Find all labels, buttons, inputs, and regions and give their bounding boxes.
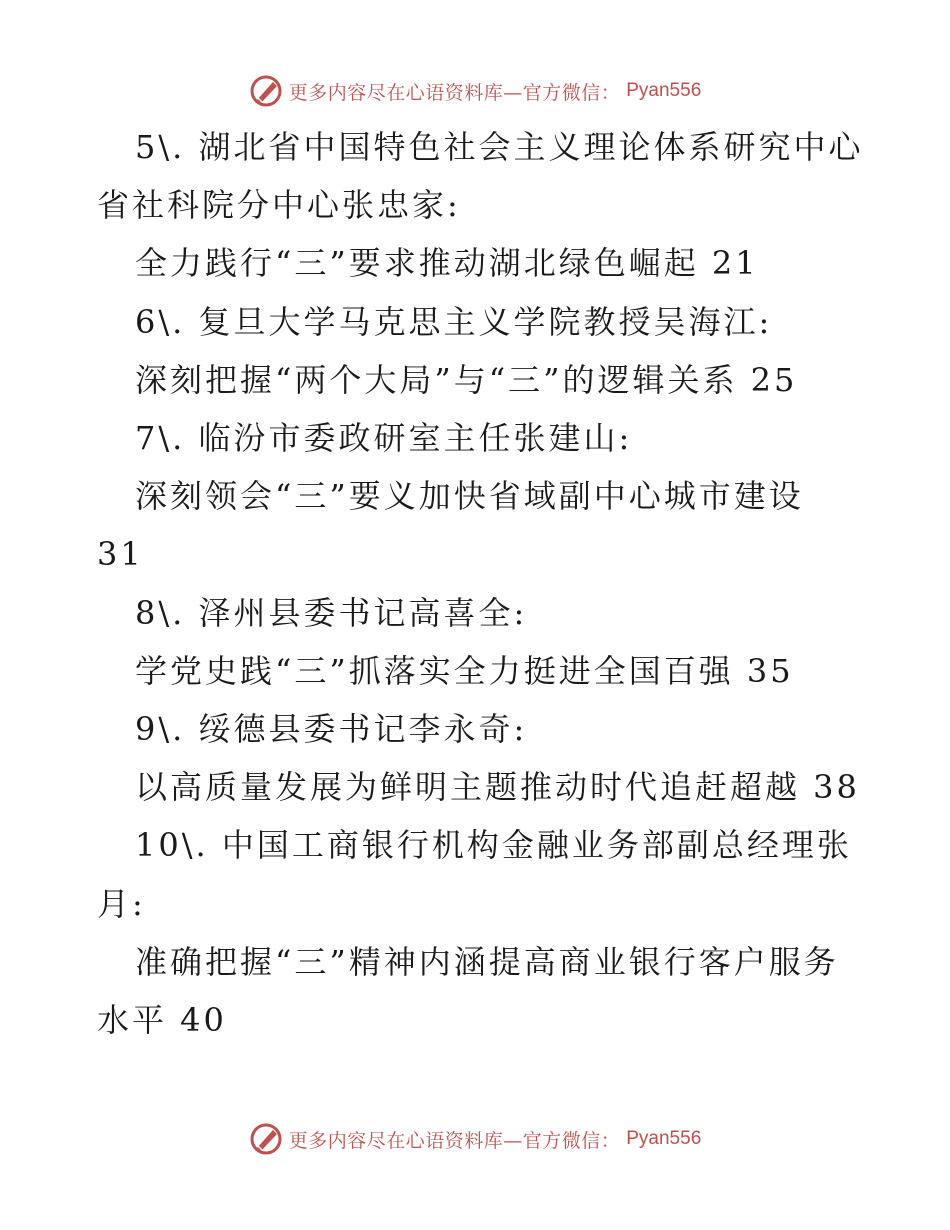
toc-line-3: 全力践行“三”要求推动湖北绿色崛起 21	[135, 244, 759, 282]
toc-line-4: 6\. 复旦大学马克思主义学院教授吴海江:	[135, 303, 773, 341]
pen-logo-icon	[249, 74, 283, 108]
toc-line-16: 水平 40	[97, 1001, 227, 1039]
toc-line-1: 5\. 湖北省中国特色社会主义理论体系研究中心	[135, 128, 864, 166]
toc-line-14: 月:	[97, 885, 146, 923]
toc-line-8: 31	[97, 535, 144, 573]
footer-banner-wechat-id: Pyan556	[626, 1128, 702, 1149]
toc-line-9: 8\. 泽州县委书记高喜全:	[135, 594, 528, 632]
header-banner-wechat-id: Pyan556	[626, 80, 702, 101]
header-banner	[0, 74, 950, 108]
toc-line-15: 准确把握“三”精神内涵提高商业银行客户服务	[135, 943, 839, 981]
toc-line-5: 深刻把握“两个大局”与“三”的逻辑关系 25	[135, 361, 798, 399]
toc-line-2: 省社科院分中心张忠家:	[97, 186, 461, 224]
header-banner-text: 更多内容尽在心语资料库—官方微信：	[288, 81, 621, 104]
toc-line-6: 7\. 临汾市委政研室主任张建山:	[135, 419, 633, 457]
footer-banner	[0, 1122, 950, 1156]
footer-banner-text: 更多内容尽在心语资料库—官方微信：	[288, 1129, 621, 1152]
toc-line-10: 学党史践“三”抓落实全力挺进全国百强 35	[135, 652, 794, 690]
toc-line-13: 10\. 中国工商银行机构金融业务部副总经理张	[135, 826, 852, 864]
toc-line-12: 以高质量发展为鲜明主题推动时代追赶超越 38	[135, 768, 860, 806]
pen-logo-icon	[249, 1122, 283, 1156]
toc-line-11: 9\. 绥德县委书记李永奇:	[135, 710, 528, 748]
toc-line-7: 深刻领会“三”要义加快省域副中心城市建设	[135, 477, 804, 515]
